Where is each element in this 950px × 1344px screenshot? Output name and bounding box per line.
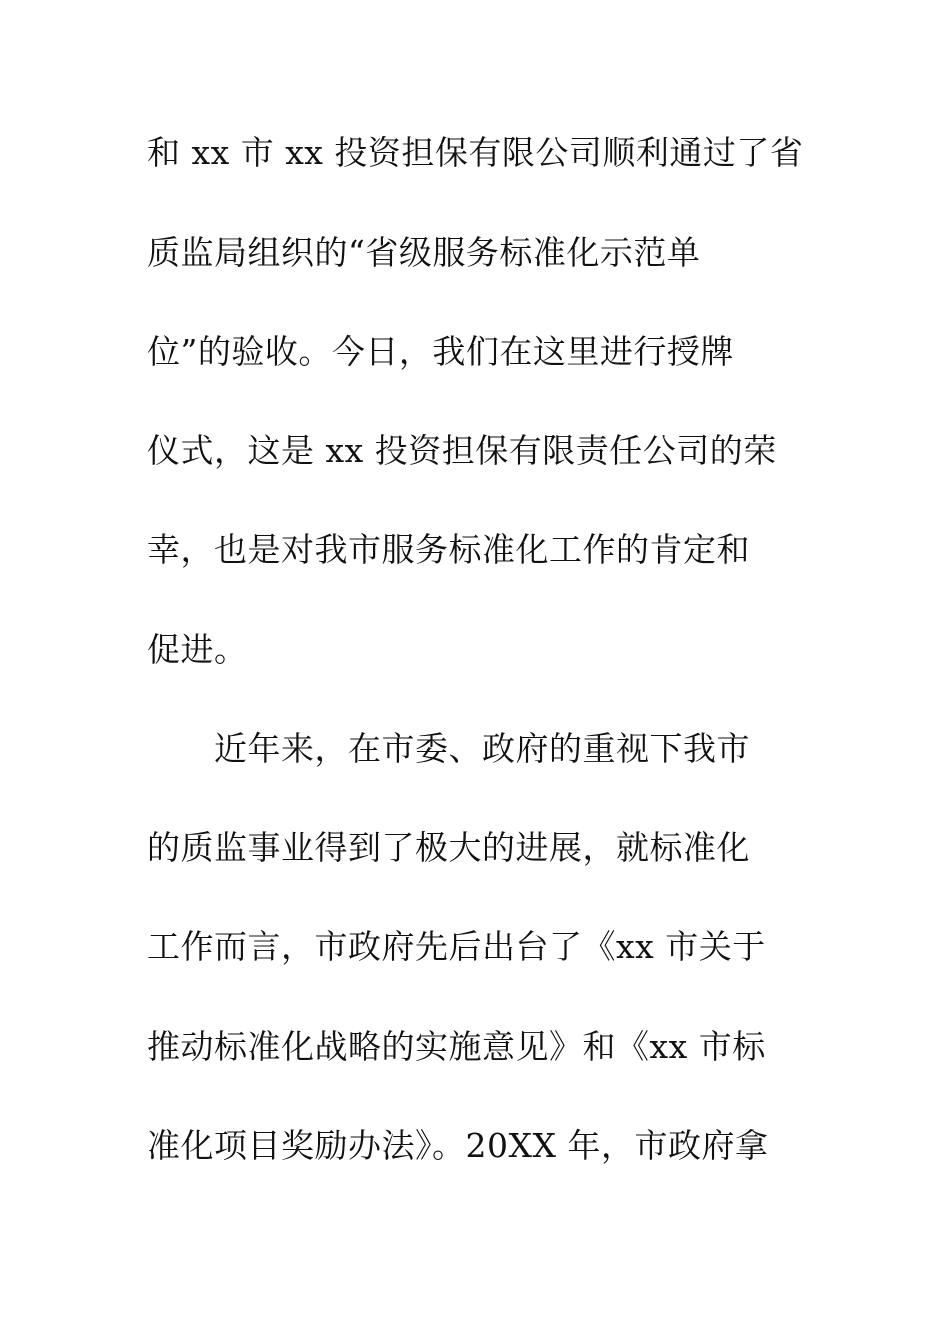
text-line-9: 工作而言，市政府先后出台了《xx 市关于 (147, 927, 766, 966)
text-line-3: 位”的验收。今日，我们在这里进行授牌 (147, 332, 734, 371)
text-line-5: 幸，也是对我市服务标准化工作的肯定和 (147, 530, 750, 569)
text-line-2: 质监局组织的“省级服务标准化示范单 (147, 233, 701, 272)
text-line-8: 的质监事业得到了极大的进展，就标准化 (147, 828, 750, 867)
text-line-6: 促进。 (147, 630, 248, 669)
text-line-11: 准化项目奖励办法》。20XX 年，市政府拿 (147, 1126, 769, 1165)
paragraph-2-line-1: 近年来，在市委、政府的重视下我市 (214, 729, 750, 768)
text-line-10: 推动标准化战略的实施意见》和《xx 市标 (147, 1027, 766, 1066)
text-line-4: 仪式，这是 xx 投资担保有限责任公司的荣 (147, 431, 777, 470)
text-line-1: 和 xx 市 xx 投资担保有限公司顺利通过了省 (147, 133, 804, 172)
